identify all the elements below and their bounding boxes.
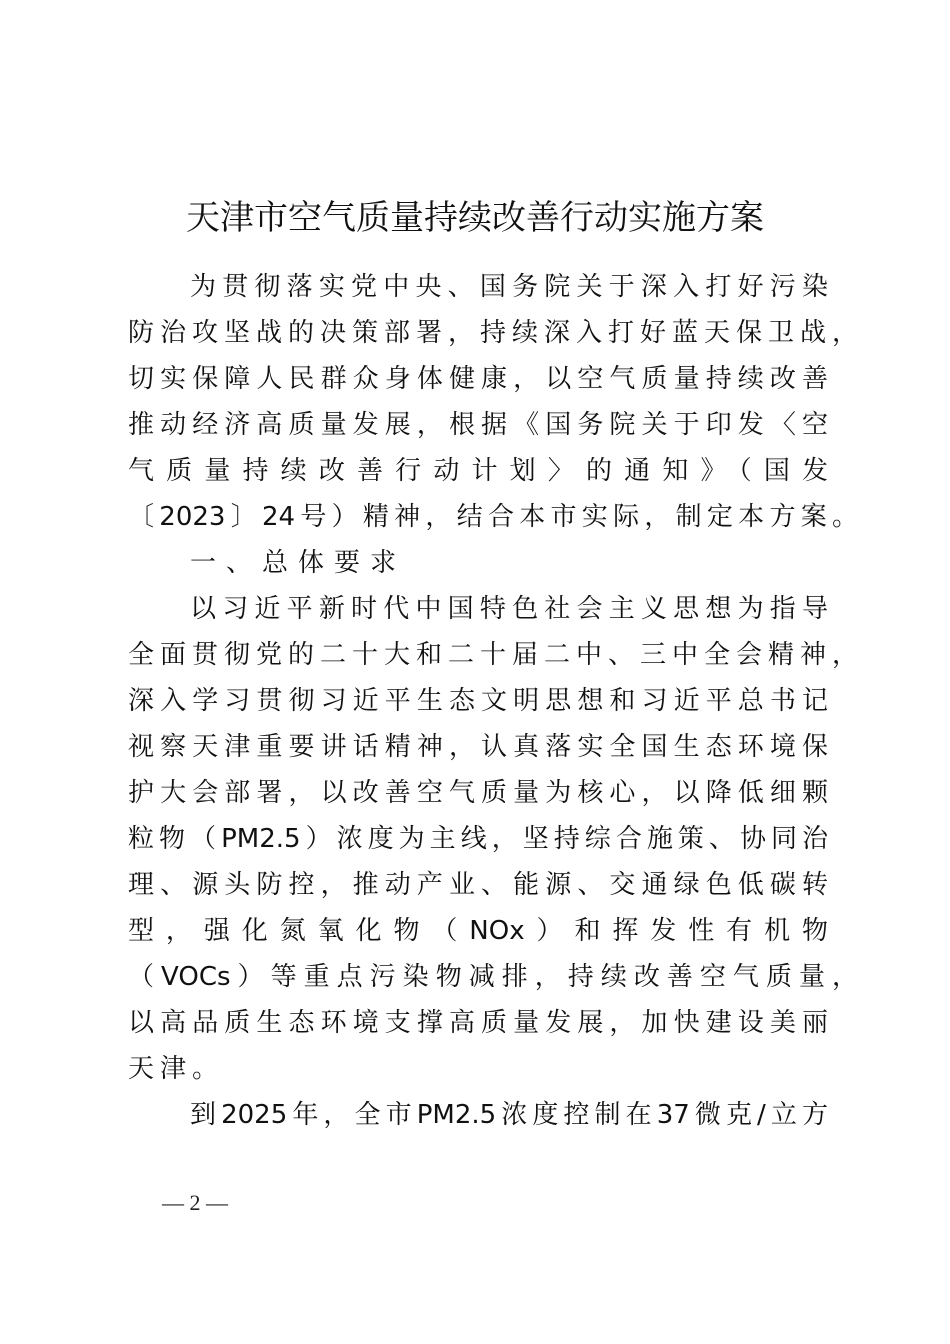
paragraph-line: 型，强化氮氧化物（NOx）和挥发性有机物: [128, 916, 828, 946]
paragraph-line: 防治攻坚战的决策部署，持续深入打好蓝天保卫战，: [128, 318, 858, 348]
paragraph-line: 推动经济高质量发展，根据《国务院关于印发〈空: [128, 410, 828, 440]
paragraph-line: 气质量持续改善行动计划〉的通知》（国发: [128, 456, 828, 486]
paragraph-line: 天津。: [128, 1054, 225, 1084]
paragraph-line: 以高品质生态环境支撑高质量发展，加快建设美丽: [128, 1008, 828, 1038]
paragraph-line: 护大会部署，以改善空气质量为核心，以降低细颗: [128, 778, 828, 808]
paragraph-line: 深入学习贯彻习近平生态文明思想和习近平总书记: [128, 686, 828, 716]
paragraph-line: 〔2023〕24号）精神，结合本市实际，制定本方案。: [128, 502, 858, 532]
paragraph-line: 到2025年，全市PM2.5浓度控制在37微克/立方: [190, 1100, 828, 1130]
paragraph-line: 视察天津重要讲话精神，认真落实全国生态环境保: [128, 732, 828, 762]
page-title: 天津市空气质量持续改善行动实施方案: [186, 197, 764, 238]
paragraph-line: 全面贯彻党的二十大和二十届二中、三中全会精神，: [128, 640, 858, 670]
paragraph-line: 切实保障人民群众身体健康，以空气质量持续改善: [128, 364, 828, 394]
paragraph-line: 以习近平新时代中国特色社会主义思想为指导: [190, 594, 828, 624]
paragraph-line: 为贯彻落实党中央、国务院关于深入打好污染: [190, 272, 828, 302]
paragraph-line: （VOCs）等重点污染物减排，持续改善空气质量，: [128, 962, 858, 992]
section-heading: 一、总体要求: [190, 548, 407, 578]
paragraph-line: 理、源头防控，推动产业、能源、交通绿色低碳转: [128, 870, 828, 900]
page-number: — 2 —: [162, 1190, 228, 1215]
paragraph-line: 粒物（PM2.5）浓度为主线，坚持综合施策、协同治: [128, 824, 828, 854]
